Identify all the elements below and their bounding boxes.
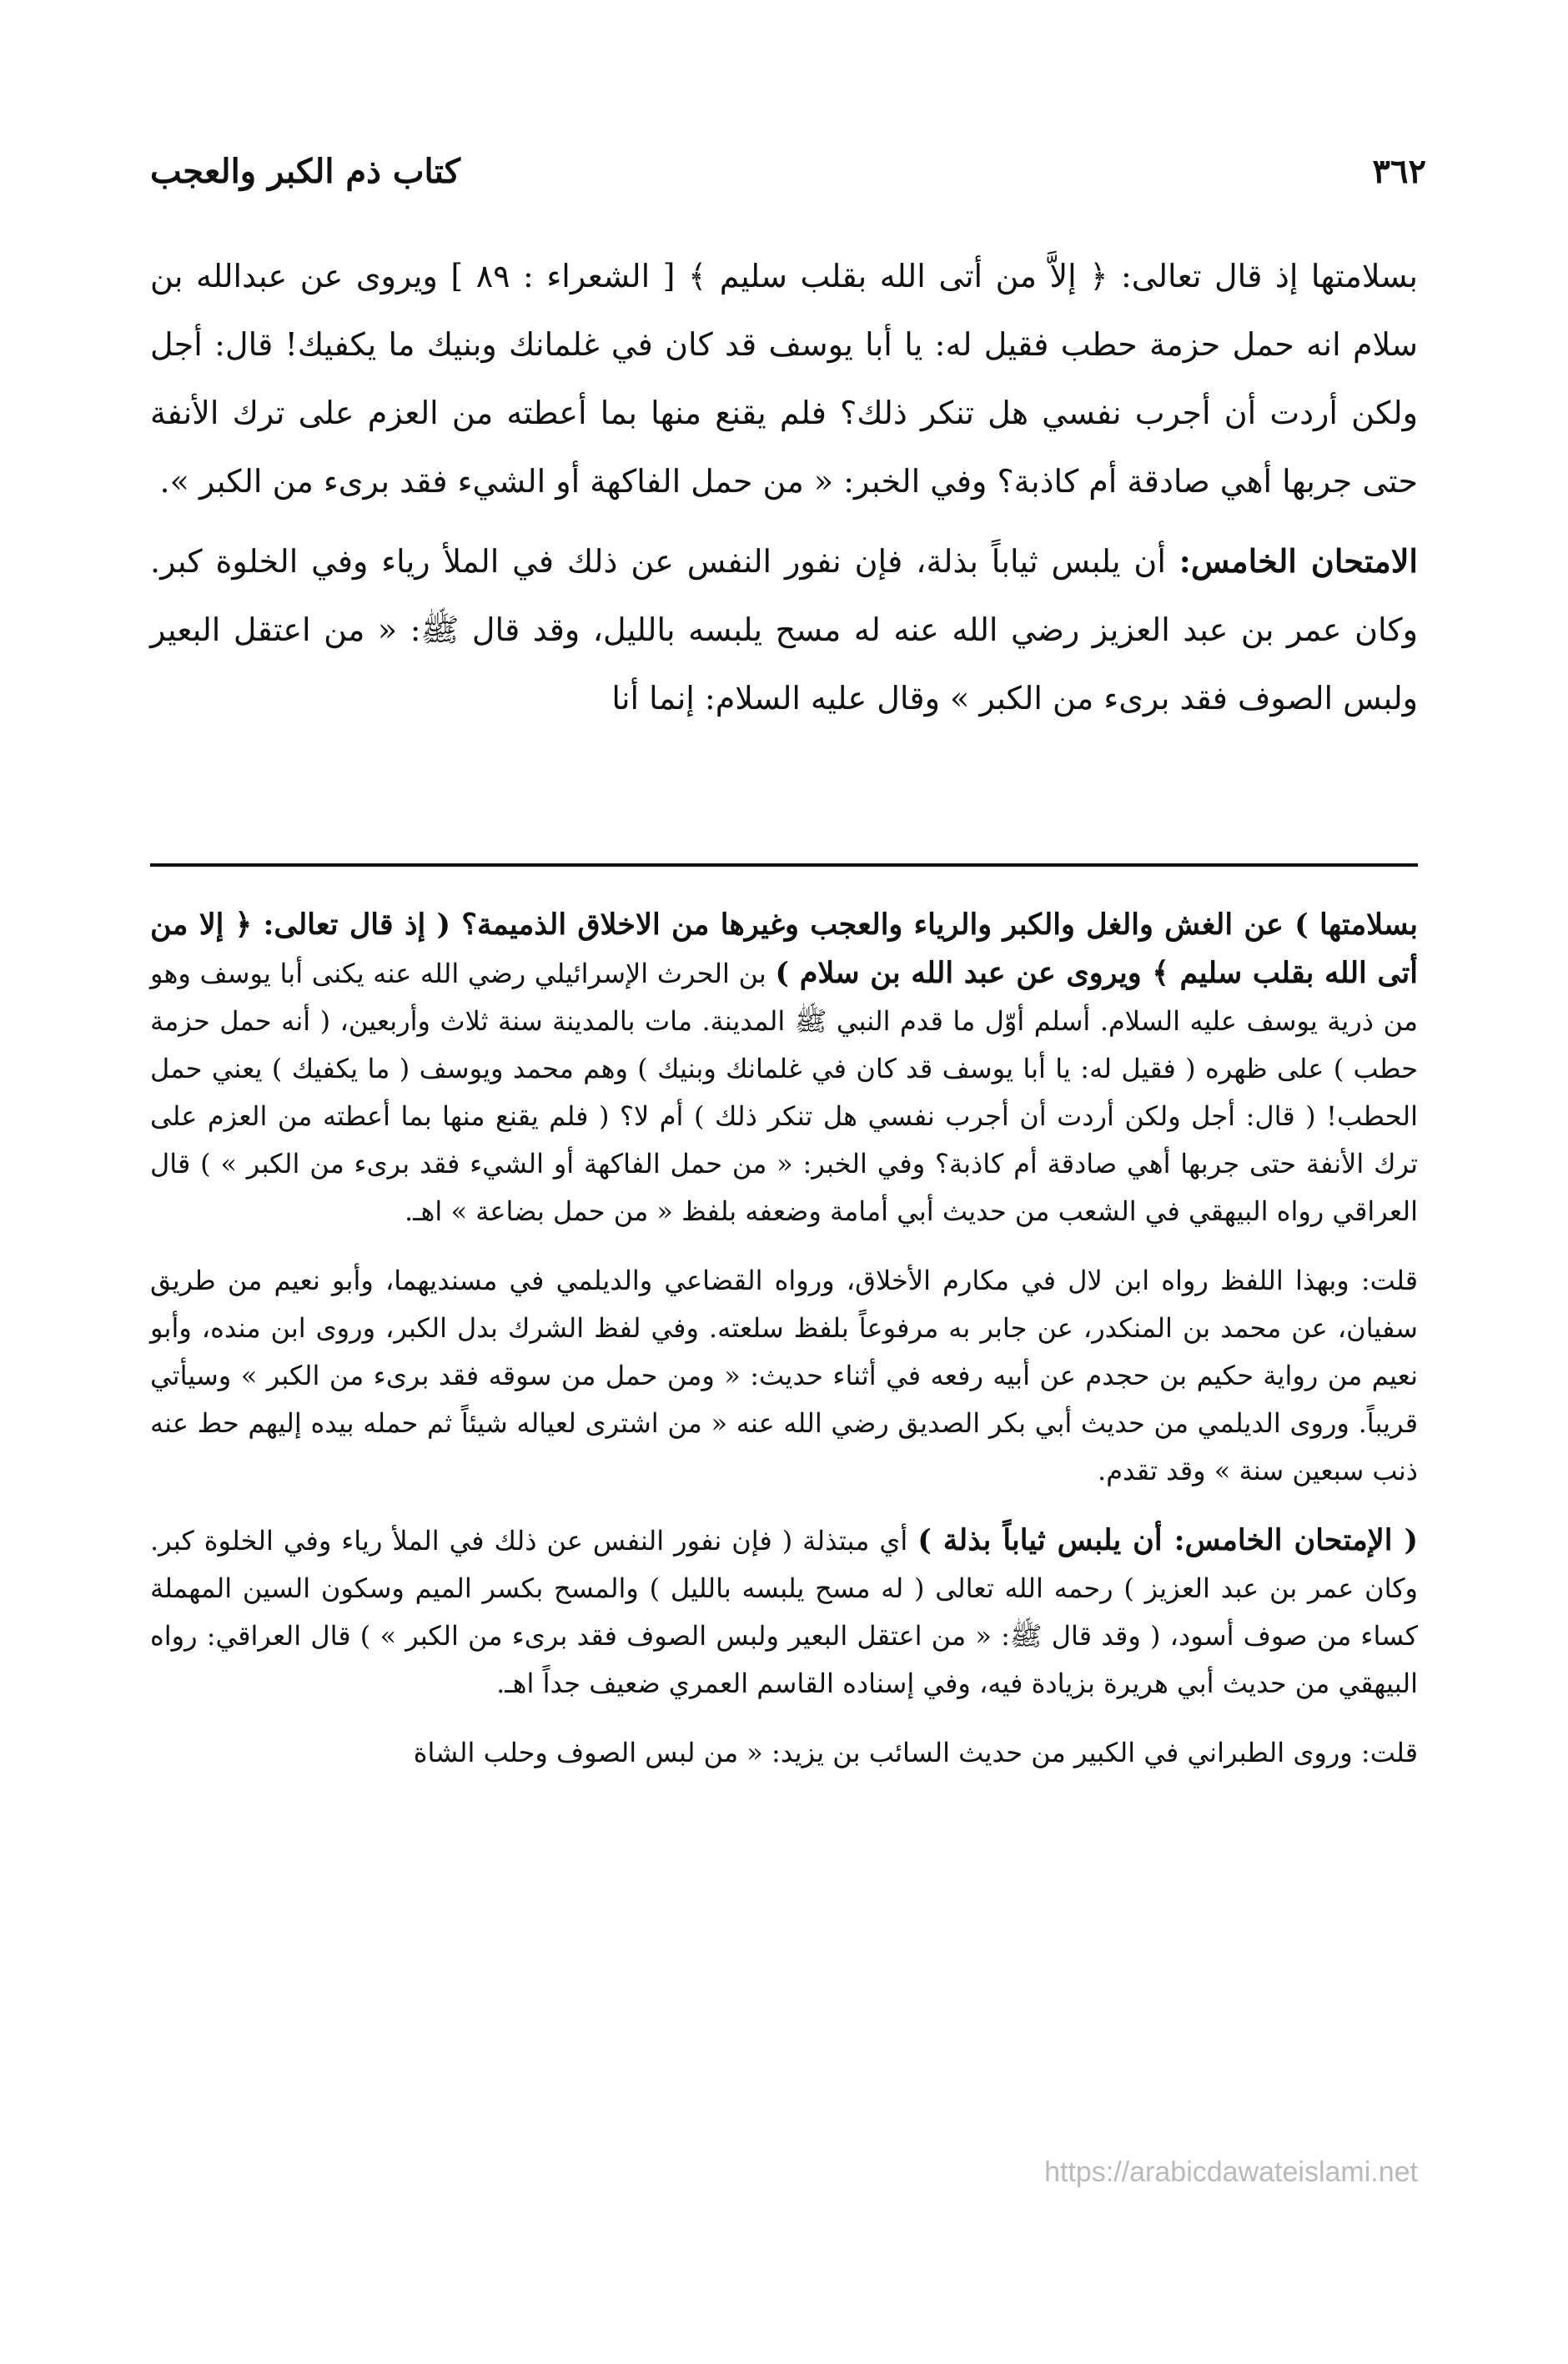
page-number: ٣٦٢	[1372, 151, 1426, 191]
watermark-url: https://arabicdawateislami.net	[1044, 2156, 1418, 2188]
section-heading-fifth-test: الامتحان الخامس:	[1179, 542, 1418, 580]
commentary-paragraph-4: قلت: وروى الطبراني في الكبير من حديث السائب بن يزيد: « من لبس الصوف وحلب الشاة	[413, 1737, 1418, 1768]
commentary-paragraph-1	[150, 901, 1418, 1235]
commentary-explanation-1: بن الحرث الإسرائيلي رضي الله عنه يكنى أبا يوسف وهو من ذرية يوسف عليه السلام. أسلم أوّل ما قدم النبي ﷺ المدينة. مات بالمدينة سنة ثلاث وأربعين، ( أنه حمل حزمة حطب ) على ظهره ( فقيل له: يا أبا يوسف قد كان في غلمانك وبنيك ) وهم محمد ويوسف ( ما يكفيك ) يعني حمل الحطب! ( قال: أجل ولكن أردت أن أجرب نفسي هل تنكر ذلك ) أم لا؟ ( فلم يقنع منها بما أعطته من العزم على ترك الأنفة حتى جربها أهي صادقة أم كاذبة؟ وفي الخبر: « من حمل الفاكهة أو الشيء فقد برىء من الكبر » ) قال العراقي رواه البيهقي في الشعب من حديث أبي أمامة وضعفه بلفظ « من حمل بضاعة » اهـ.	[150, 958, 1418, 1227]
main-paragraph-1: بسلامتها إذ قال تعالى: ﴿ إلاَّ من أتى الله بقلب سليم ﴾ [ الشعراء : ٨٩ ] ويروى عن عبدالله بن سلام انه حمل حزمة حطب فقيل له: يا أبا يوسف قد كان في غلمانك وبنيك ما يكفيك! قال: أجل ولكن أردت أن أجرب نفسي هل تنكر ذلك؟ فلم يقنع منها بما أعطته من العزم على ترك الأنفة حتى جربها أهي صادقة أم كاذبة؟ وفي الخبر: « من حمل الفاكهة أو الشيء فقد برىء من الكبر ».	[150, 258, 1418, 500]
main-text	[150, 242, 1418, 744]
separator-line	[150, 863, 1418, 867]
commentary-paragraph-3	[150, 1516, 1418, 1708]
main-paragraph-2	[150, 527, 1418, 732]
commentary-explanation-3a: أي مبتذلة ( فإن نفور النفس عن ذلك في الملأ رياء وفي الخلوة كبر. وكان عمر بن عبد العزيز )	[150, 1525, 1419, 1604]
commentary-paragraph-2: قلت: وبهذا اللفظ رواه ابن لال في مكارم الأخلاق، ورواه القضاعي والديلمي في مسنديهما، وأبو نعيم من طريق سفيان، عن محمد بن المنكدر، عن جابر به مرفوعاً بلفظ سلعته. وفي لفظ الشرك بدل الكبر، وروى ابن منده، وأبو نعيم من رواية حكيم بن حجدم عن أبيه رفعه في أثناء حديث: « ومن حمل من سوقه فقد برىء من الكبر » وسيأتي قريباً. وروى الديلمي من حديث أبي بكر الصديق رضي الله عنه « من اشترى لعياله شيئاً ثم حمله بيده إليهم حط عنه ذنب سبعين سنة » وقد تقدم.	[150, 1265, 1419, 1486]
commentary-text	[150, 901, 1418, 1798]
commentary-quote-3: ( الإمتحان الخامس: أن يلبس ثياباً بذلة )	[917, 1523, 1419, 1557]
page-header	[150, 142, 1426, 200]
commentary-explanation-3b: رحمه الله تعالى ( له مسح يلبسه بالليل ) والمسح بكسر الميم وسكون السين المهملة كساء من صوف أسود، ( وقد قال ﷺ: « من اعتقل البعير ولبس الصوف فقد برىء من الكبر » ) قال العراقي: رواه البيهقي من حديث أبي هريرة بزيادة فيه، وفي إسناده القاسم العمري ضعيف جداً اهـ.	[150, 1572, 1418, 1699]
main-paragraph-2-text: أن يلبس ثياباً بذلة، فإن نفور النفس عن ذلك في الملأ رياء وفي الخلوة كبر. وكان عمر بن عبد العزيز رضي الله عنه له مسح يلبسه بالليل، وقد قال ﷺ: « من اعتقل البعير ولبس الصوف فقد برىء من الكبر » وقال عليه السلام: إنما أنا	[150, 543, 1418, 717]
commentary-quote-1: بسلامتها ) عن الغش والغل والكبر والرياء والعجب وغيرها من الاخلاق الذميمة؟ ( إذ قال تعالى: ﴿ إلا من أتى الله بقلب سليم ﴾ ويروى عن عبد الله بن سلام )	[150, 908, 1419, 990]
book-title: كتاب ذم الكبر والعجب	[150, 151, 460, 191]
